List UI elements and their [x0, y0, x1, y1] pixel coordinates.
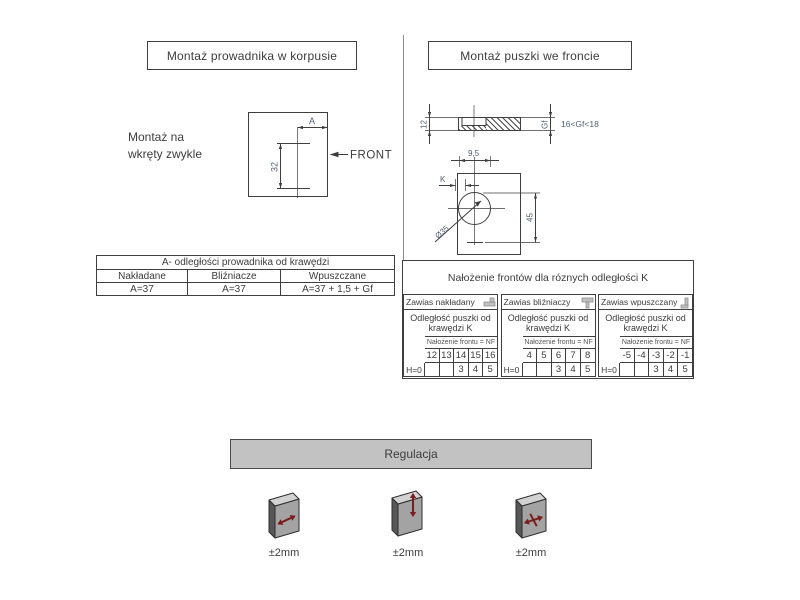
nf-label: Nałożenie frontu = NF — [522, 337, 595, 349]
h-value: 5 — [678, 363, 693, 377]
h-value: 3 — [454, 363, 469, 377]
height-adjustment-icon — [386, 484, 428, 540]
dim-d35-label: Ø35 — [433, 223, 451, 241]
right-section-title-box — [428, 41, 632, 70]
subtable-overlay-hinge — [403, 294, 498, 377]
subtable-inset-hinge — [598, 294, 693, 377]
h-value: 4 — [468, 363, 483, 377]
hinge-label: Zawias bliźniaczy — [503, 297, 571, 307]
dim-12-label: 12 — [419, 120, 429, 129]
adjustment-range-label: ±2mm — [392, 547, 424, 559]
distance-label: Odległość puszki od krawędzi K — [501, 310, 595, 337]
cup-bore-drawing — [425, 145, 605, 260]
dim-gf-label: Gf — [540, 120, 550, 129]
side-adjustment-icon — [263, 486, 305, 542]
k-value: -2 — [663, 349, 678, 363]
hatch-area — [486, 118, 520, 130]
k-value: 15 — [468, 349, 483, 363]
subtable-twin-hinge — [501, 294, 596, 377]
gf-range-label: 16<Gf<18 — [561, 119, 599, 129]
edge-table-value: A=37 — [188, 283, 281, 296]
left-section-title: Montaż prowadnika w korpusie — [166, 48, 338, 63]
front-label: FRONT — [350, 149, 393, 162]
k-value: -3 — [649, 349, 664, 363]
k-value: -4 — [634, 349, 649, 363]
adjustment-range-label: ±2mm — [515, 547, 547, 559]
mount-note-line1: Montaż na — [128, 130, 185, 144]
dim-45-label: 45 — [525, 213, 535, 222]
regulation-header — [230, 439, 592, 469]
h-value: 4 — [663, 363, 678, 377]
k-value: -5 — [620, 349, 635, 363]
h-value: 3 — [649, 363, 664, 377]
distance-label: Odległość puszki od krawędzi K — [599, 310, 693, 337]
hinge-label: Zawias nakładany — [406, 297, 475, 307]
edge-table-col-header: Nakładane — [97, 270, 188, 283]
adjustment-range-label: ±2mm — [268, 547, 300, 559]
h-row-label: H=0 — [501, 363, 522, 377]
h-value: 5 — [580, 363, 595, 377]
k-value: 4 — [522, 349, 537, 363]
dim-95-label: 9,5 — [468, 149, 480, 158]
dim-k-label: K — [440, 175, 446, 184]
distance-label: Odległość puszki od krawędzi K — [404, 310, 498, 337]
k-value: 8 — [580, 349, 595, 363]
edge-table-value: A=37 + 1,5 + Gf — [281, 283, 395, 296]
k-value: 13 — [439, 349, 454, 363]
left-section-title-box — [147, 41, 357, 70]
overlay-subtables-row — [403, 294, 693, 378]
k-value: 12 — [425, 349, 440, 363]
h-value — [522, 363, 537, 377]
cup-cross-section-drawing — [415, 95, 645, 150]
h-value — [439, 363, 454, 377]
k-value: 7 — [566, 349, 581, 363]
dim-32-label: 32 — [269, 161, 280, 172]
regulation-title: Regulacja — [384, 447, 438, 461]
nf-label: Nałożenie frontu = NF — [620, 337, 693, 349]
inset-hinge-icon — [678, 296, 691, 309]
h-value: 3 — [551, 363, 566, 377]
right-section-title: Montaż puszki we froncie — [460, 48, 600, 63]
h-value: 4 — [566, 363, 581, 377]
edge-table-title: A- odległości prowadnika od krawędzi — [97, 256, 395, 270]
k-value: 14 — [454, 349, 469, 363]
h-value — [620, 363, 635, 377]
nf-label: Nałożenie frontu = NF — [425, 337, 498, 349]
h-value: 5 — [483, 363, 498, 377]
guide-position-drawing — [240, 100, 410, 205]
k-value: -1 — [678, 349, 693, 363]
h-value — [425, 363, 440, 377]
k-value: 5 — [537, 349, 552, 363]
h-value — [537, 363, 552, 377]
overlay-hinge-icon — [483, 296, 496, 309]
edge-table-col-header: Bliźniacze — [188, 270, 281, 283]
k-value: 16 — [483, 349, 498, 363]
hinge-label: Zawias wpuszczany — [601, 297, 678, 307]
depth-adjustment-icon — [510, 486, 552, 542]
mount-note-line2: wkręty zwykle — [128, 147, 203, 161]
edge-distance-table — [96, 255, 395, 296]
hatch-area — [459, 126, 486, 130]
edge-table-col-header: Wpuszczane — [281, 270, 395, 283]
mount-note — [128, 129, 202, 163]
overlay-table — [402, 260, 694, 379]
overlay-table-title: Nałożenie frontów dla róznych odległości K — [447, 271, 649, 284]
h-row-label: H=0 — [404, 363, 425, 377]
dim-a-label: A — [309, 116, 316, 126]
h-value — [634, 363, 649, 377]
twin-hinge-icon — [581, 296, 594, 309]
edge-table-value: A=37 — [97, 283, 188, 296]
h-row-label: H=0 — [599, 363, 620, 377]
k-value: 6 — [551, 349, 566, 363]
